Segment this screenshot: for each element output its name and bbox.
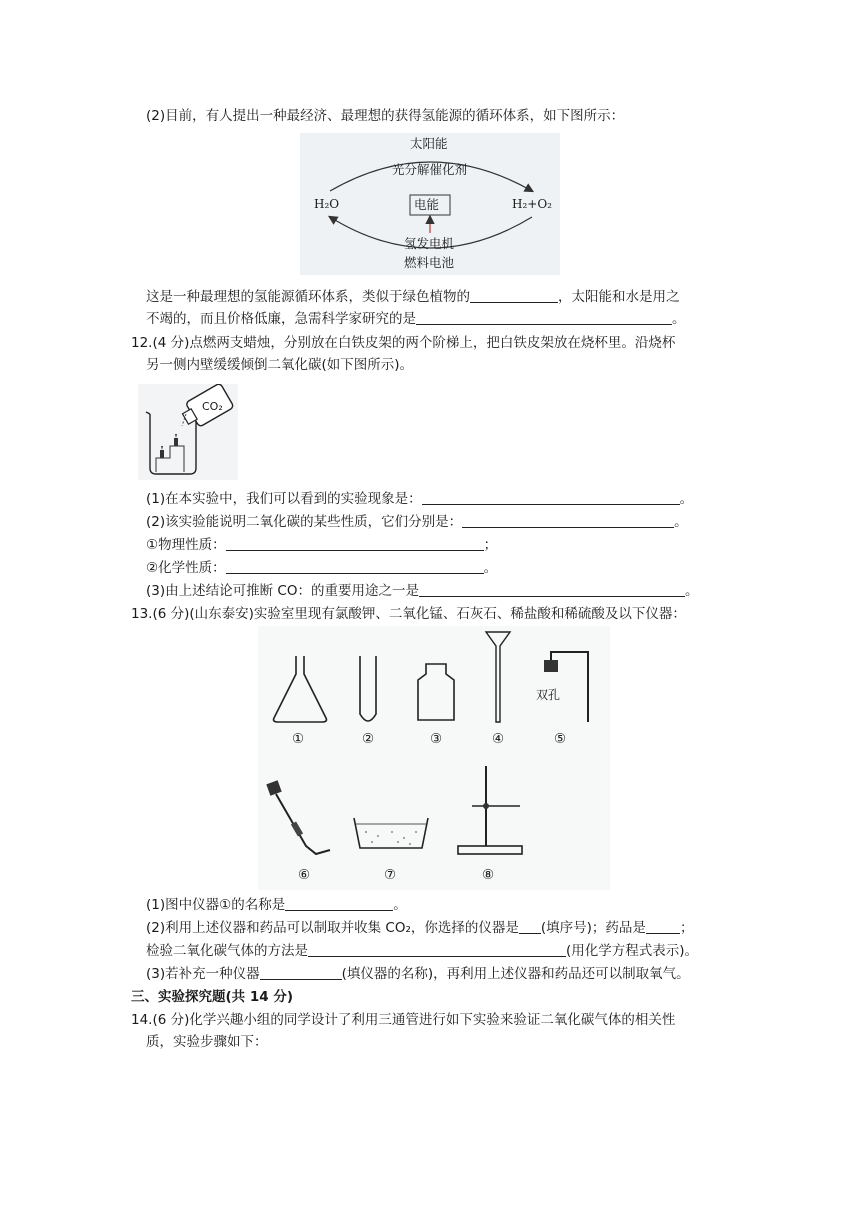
- diagram-center: 电能: [414, 197, 440, 212]
- answer-blank[interactable]: [419, 582, 685, 597]
- diagram-bottom1: 氢发电机: [404, 236, 455, 251]
- answer-blank[interactable]: [470, 288, 558, 303]
- q13-p2: [146, 919, 693, 937]
- answer-blank[interactable]: [422, 490, 680, 505]
- q13-p3: [146, 965, 690, 983]
- answer-blank[interactable]: [462, 513, 674, 528]
- answer-blank[interactable]: [285, 896, 393, 911]
- q14-line2: 质，实验步骤如下：: [146, 1034, 268, 1050]
- period: 。: [393, 897, 407, 913]
- q13-p2-line2: [146, 942, 698, 960]
- q13-p3-text-b: (填仪器的名称)，再利用上述仪器和药品还可以制取氧气。: [341, 966, 690, 982]
- apparatus-label-6: ⑥: [298, 867, 311, 883]
- q11-part2-intro: (2)目前，有人提出一种最经济、最理想的获得氢能源的循环体系，如下图所示：: [146, 108, 625, 124]
- section3-heading: 三、实验探究题(共 14 分): [131, 989, 294, 1005]
- physical-property-label: ①物理性质：: [146, 537, 226, 553]
- apparatus-label-1: ①: [292, 731, 305, 747]
- co2-pour-figure: [138, 384, 238, 480]
- apparatus-label-3: ③: [430, 731, 443, 747]
- q13-p2-text: (2)利用上述仪器和药品可以制取并收集 CO₂，你选择的仪器是: [146, 920, 519, 936]
- answer-blank[interactable]: [308, 942, 566, 957]
- diagram-left: H₂O: [314, 197, 340, 211]
- q12-p1-text: (1)在本实验中，我们可以看到的实验现象是：: [146, 491, 422, 507]
- diagram-bottom2: 燃料电池: [404, 255, 455, 270]
- period: 。: [684, 583, 699, 599]
- apparatus-label-5: ⑤: [554, 731, 567, 747]
- q11-conclusion-c: 不竭的，而且价格低廉，急需科学家研究的是: [146, 311, 416, 327]
- q11-conclusion-line2: [146, 310, 686, 328]
- q13-line1: 13.(6 分)(山东泰安)实验室里现有氯酸钾、二氧化锰、石灰石、稀盐酸和稀硫酸及以下仪器：: [131, 606, 686, 622]
- q14-line1: 14.(6 分)化学兴趣小组的同学设计了利用三通管进行如下实验来验证二氧化碳气体的相关性: [131, 1012, 676, 1028]
- q12-p3-text: (3)由上述结论可推断 CO：的重要用途之一是: [146, 583, 419, 599]
- answer-blank[interactable]: [226, 536, 484, 551]
- q13-p2-text-b: (填序号)；药品是: [540, 920, 646, 936]
- apparatus-figure: [258, 626, 610, 890]
- apparatus-label-8: ⑧: [482, 867, 495, 883]
- q11-conclusion-a: 这是一种最理想的氢能源循环体系，类似于绿色植物的: [146, 289, 470, 305]
- q12-p1: [146, 490, 693, 508]
- q13-p1-text: (1)图中仪器①的名称是: [146, 897, 286, 913]
- chemical-property-label: ②化学性质：: [146, 560, 226, 576]
- answer-blank[interactable]: [260, 965, 342, 980]
- period: 。: [672, 311, 686, 327]
- answer-blank[interactable]: [226, 559, 484, 574]
- q12-line2: 另一侧内壁缓缓倾倒二氧化碳(如下图所示)。: [146, 357, 414, 373]
- semicolon: ；: [483, 537, 498, 553]
- stopper-label: 双孔: [536, 688, 561, 702]
- q13-p2-text-e: (用化学方程式表示)。: [566, 943, 699, 959]
- answer-blank[interactable]: [646, 919, 680, 934]
- diagram-top2: 光分解催化剂: [392, 162, 468, 177]
- q12-line1: 12.(4 分)点燃两支蜡烛，分别放在白铁皮架的两个阶梯上，把白铁皮架放在烧杯里。沿烧杯: [131, 335, 676, 351]
- co2-bottle-label: CO₂: [202, 400, 223, 413]
- q13-p2-text-d: 检验二氧化碳气体的方法是: [146, 943, 308, 959]
- diagram-top1: 太阳能: [410, 136, 448, 151]
- period: 。: [674, 514, 688, 530]
- apparatus-label-4: ④: [492, 731, 505, 747]
- apparatus-label-2: ②: [362, 731, 375, 747]
- q12-chem: [146, 559, 497, 577]
- q11-conclusion-line1: [146, 288, 680, 306]
- beaker-candles-image: [138, 384, 238, 480]
- period: 。: [679, 491, 694, 507]
- q13-p3-text: (3)若补充一种仪器: [146, 966, 260, 982]
- apparatus-label-7: ⑦: [384, 867, 397, 883]
- apparatus-drawings: [258, 626, 610, 890]
- q11-conclusion-b: ，太阳能和水是用之: [558, 289, 680, 305]
- q12-p2: [146, 513, 688, 531]
- answer-blank[interactable]: [416, 310, 672, 325]
- hydrogen-cycle-diagram: [300, 133, 560, 275]
- q13-p1: [146, 896, 407, 914]
- q12-p3: [146, 582, 698, 600]
- q12-phys: [146, 536, 497, 554]
- answer-blank[interactable]: [519, 919, 541, 934]
- diagram-right: H₂+O₂: [512, 197, 552, 211]
- semicolon: ；: [679, 920, 694, 936]
- period: 。: [483, 560, 498, 576]
- q12-p2-text: (2)该实验能说明二氧化碳的某些性质，它们分别是：: [146, 514, 463, 530]
